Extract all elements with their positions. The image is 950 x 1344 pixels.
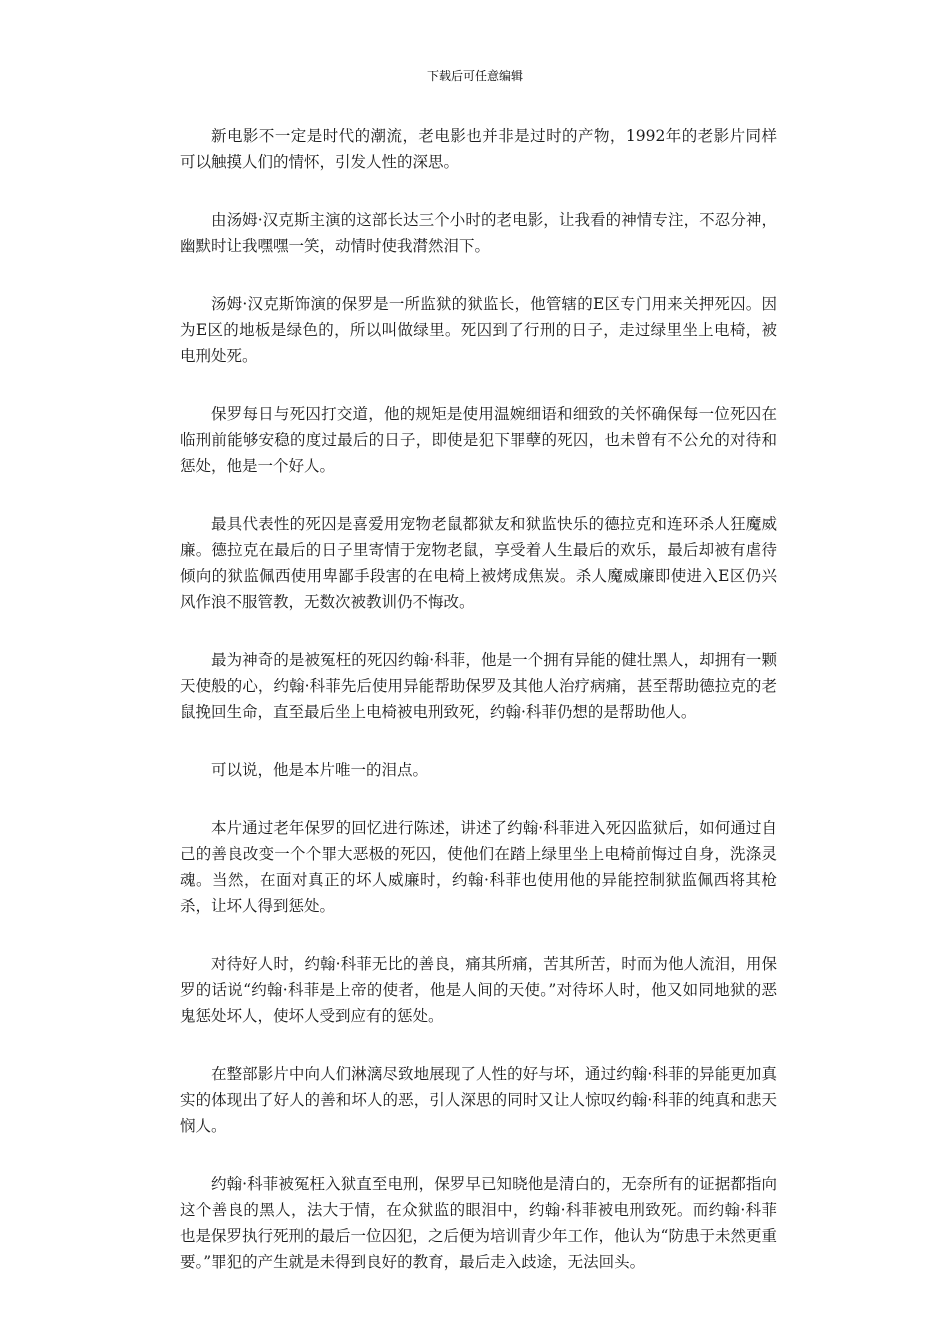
paragraph: 在整部影片中向人们淋漓尽致地展现了人性的好与坏，通过约翰·科菲的异能更加真实的体现出了好人的善和坏人的恶，引人深思的同时又让人惊叹约翰·科菲的纯真和悲天悯人。 <box>180 1065 777 1135</box>
paragraph: 最具代表性的死囚是喜爱用宠物老鼠都狱友和狱监快乐的德拉克和连环杀人狂魔威廉。德拉克在最后的日子里寄情于宠物老鼠，享受着人生最后的欢乐，最后却被有虐待倾向的狱监佩西使用卑鄙手段害的在电椅上被烤成焦炭。杀人魔威廉即使进入E区仍兴风作浪不服管教，无数次被教训仍不悔改。 <box>180 515 777 611</box>
paragraph: 对待好人时，约翰·科菲无比的善良，痛其所痛，苦其所苦，时而为他人流泪，用保罗的话说“约翰·科菲是上帝的使者，他是人间的天使。”对待坏人时，他又如同地狱的恶鬼惩处坏人，使坏人受到应有的惩处。 <box>180 955 777 1025</box>
paragraph: 约翰·科菲被冤枉入狱直至电刑，保罗早已知晓他是清白的，无奈所有的证据都指向这个善良的黑人，法大于情，在众狱监的眼泪中，约翰·科菲被电刑致死。而约翰·科菲也是保罗执行死刑的最后一位囚犯，之后便为培训青少年工作，他认为“防患于未然更重要。”罪犯的产生就是未得到良好的教育，最后走入歧途，无法回头。 <box>180 1175 777 1271</box>
paragraph: 新电影不一定是时代的潮流，老电影也并非是过时的产物，1992年的老影片同样可以触摸人们的情怀，引发人性的深思。 <box>180 127 777 171</box>
paragraph: 本片通过老年保罗的回忆进行陈述，讲述了约翰·科菲进入死囚监狱后，如何通过自己的善良改变一个个罪大恶极的死囚，使他们在踏上绿里坐上电椅前悔过自身，洗涤灵魂。当然，在面对真正的坏人威廉时，约翰·科菲也使用他的异能控制狱监佩西将其枪杀，让坏人得到惩处。 <box>180 819 777 915</box>
page-header: 下载后可任意编辑 <box>426 69 523 83</box>
paragraph: 保罗每日与死囚打交道，他的规矩是使用温婉细语和细致的关怀确保每一位死囚在临刑前能够安稳的度过最后的日子，即使是犯下罪孽的死囚，也未曾有不公允的对待和惩处，他是一个好人。 <box>180 405 777 475</box>
paragraph: 最为神奇的是被冤枉的死囚约翰·科菲，他是一个拥有异能的健壮黑人，却拥有一颗天使般的心，约翰·科菲先后使用异能帮助保罗及其他人治疗病痛，甚至帮助德拉克的老鼠挽回生命，直至最后坐上电椅被电刑致死，约翰·科菲仍想的是帮助他人。 <box>180 651 777 721</box>
document-body <box>180 123 777 1307</box>
paragraph: 由汤姆·汉克斯主演的这部长达三个小时的老电影，让我看的神情专注，不忍分神，幽默时让我嘿嘿一笑，动情时使我潸然泪下。 <box>180 211 777 255</box>
paragraph: 可以说，他是本片唯一的泪点。 <box>211 761 429 779</box>
paragraph: 汤姆·汉克斯饰演的保罗是一所监狱的狱监长，他管辖的E区专门用来关押死囚。因为E区的地板是绿色的，所以叫做绿里。死囚到了行刑的日子，走过绿里坐上电椅，被电刑处死。 <box>180 295 777 365</box>
